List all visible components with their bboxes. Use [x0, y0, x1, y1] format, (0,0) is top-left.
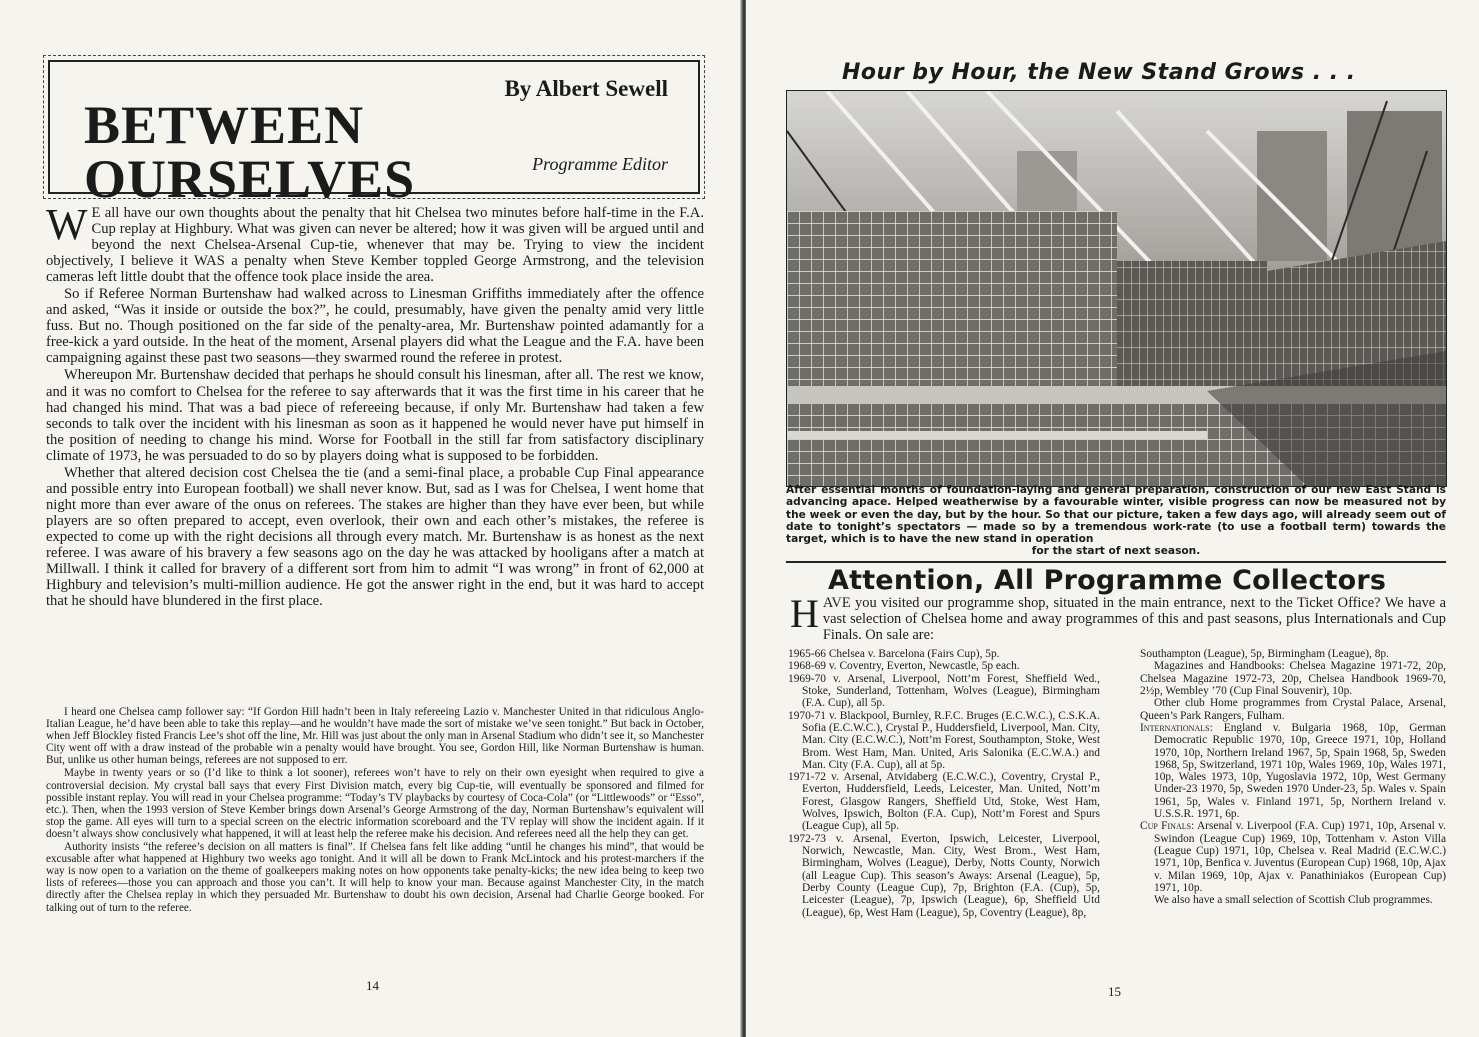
construction-photo-image	[787, 91, 1446, 486]
intro-paragraph: HAVE you visited our programme shop, situated in the main entrance, next to the Ticket Office? We have a vast selection of Chelsea home and away programmes of this and past seasons, plus Internationals and Cup Finals. On sale are:	[790, 591, 1446, 643]
list-item: Internationals: England v. Bulgaria 1968, 10p, German Democratic Republic 1970, 10p, Greece 1971, 10p, Holland 1970, 10p, Northern Ireland 1967, 5p, Spain 1968, 5p, Sweden 1968, 5p, Switzerland, 1971 10p, Wales 1969, 10p, Wales 1971, 10p, Wales 1973, 10p, Yugoslavia 1972, 10p, West Germany Under-23 1970, 5p, Sweden 1970 Under-23, 5p. Wales v. Spain 1961, 5p, Wales v. Finland 1971, 5p, Northern Ireland v. U.S.S.R. 1971, 6p.	[1140, 721, 1446, 821]
list-item: 1972-73 v. Arsenal, Everton, Ipswich, Leicester, Liverpool, Norwich, Newcastle, Man. City, West Brom., West Ham, Birmingham, Wolves (League), Derby, Notts County, Norwich (all League Cup). This season’s Aways: Arsenal (League), 5p, Derby County (League Cup), 7p, Brighton (F.A. (Cup), 5p, Leicester (League), 7p, Ipswich (League), 6p, Sheffield Utd (League), 6p, West Ham (League), 5p, Coventry (League), 8p,	[788, 832, 1100, 919]
paragraph: Authority insists “the referee’s decision on all matters is final”. If Chelsea fans felt like adding “until he changes his mind”, that would be excusable after what happened at Highbury two weeks ago tonight. And it will all be down to Frank McLintock and his protest-marchers if the way is now open to a variation on the theme of goalkeepers making notes on how opponents take penalty-kicks; the new idea being to keep two lists of referees—those you can approach and those you can’t. It will help to know your man. Because against Manchester City, in the match directly after the Chelsea replay in which they persuaded Mr. Burtenshaw to doubt his own decision, Arsenal had Charlie George booked. For talking out of turn to the referee.	[46, 841, 704, 914]
page-title: BETWEEN OURSELVES	[84, 95, 416, 209]
construction-photo	[786, 90, 1447, 487]
list-item: 1965-66 Chelsea v. Barcelona (Fairs Cup), 5p.	[788, 648, 1000, 660]
header-box	[48, 60, 700, 209]
cup-finals-label: Cup Finals:	[1140, 820, 1195, 833]
right-page	[746, 0, 1479, 1037]
caption-text: After essential months of foundation-laying and general preparation, construction of our new East Stand is advancing apace. Helped weatherwise by a favourable winter, visible progress can now be measured not by the week or even the day, but by the hour. So that our picture, taken a few days ago, will already seem out of date to tonight’s spectators — made so by a tremendous work-rate (to use a football term) towards the target, which is to have the new stand in operation	[786, 484, 1446, 546]
programme-list-column-1	[788, 648, 1100, 919]
paragraph: I heard one Chelsea camp follower say: “If Gordon Hill hadn’t been in Italy refereeing Lazio v. Manchester United in that ridiculous Anglo-Italian League, he’d have been able to take this replay—and he wouldn’t have made the sort of mistake we’ve seen tonight.” But back in October, when Jeff Blockley fisted Francis Lee’s shot off the line, Mr. Hill was just about the only man in Arsenal Stadium who didn’t see it, so Manchester City went off with a draw instead of the probable win a penalty would have brought. You see, Gordon Hill, like Norman Burtenshaw is human. But, unlike us other human beings, referees are not supposed to err.	[46, 706, 704, 767]
paragraph: W E all have our own thoughts about the penalty that hit Chelsea two minutes before half-time in the F.A. Cup replay at Highbury. What was given can never be altered; how it was given will be argued until and beyond the next Chelsea-Arsenal Cup-tie, whenever that may be. Trying to view the incident objectively, I believe it WAS a penalty when Steve Kember toppled George Armstrong, and the television cameras left little doubt that the offence took place inside the area.	[46, 200, 704, 286]
list-item: 1968-69 v. Coventry, Everton, Newcastle, 5p each.	[788, 660, 1020, 673]
article-small-print	[46, 706, 704, 915]
list-item: Other club Home programmes from Crystal Palace, Arsenal, Queen’s Park Rangers, Fulham.	[1140, 697, 1446, 722]
photo-caption	[786, 484, 1446, 558]
list-item: Cup Finals: Arsenal v. Liverpool (F.A. Cup) 1971, 10p, Arsenal v. Swindon (League Cup) 1969, 10p, Tottenham v. Aston Villa (League Cup) 1971, 10p, Chelsea v. Real Madrid (E.C.W.C.) 1971, 10p, Benfica v. Juventus (European Cup) 1968, 10p, Ajax v. Milan 1969, 10p, Ajax v. Panathiniakos (European Cup) 1971, 10p.	[1140, 820, 1446, 894]
paragraph: Whether that altered decision cost Chelsea the tie (and a semi-final place, a probable Cup Final appearance and possible entry into European football) we shall never know. But, sad as I was for Chelsea, I went home that night more than ever aware of the onus on referees. The stakes are higher than they have ever been, but while players are so often prepared to accept, even overlook, their own and each other’s mistakes, the referee is expected to come up with the right decisions all through every match. Mr. Burtenshaw is as honest as the next referee. I was aware of his bravery a few seasons ago on the day he was attacked by hooligans after a match at Millwall. I think it called for bravery of a different sort from him to admit “I was wrong” in front of 62,000 at Highbury and television’s multi-million audience. He got the answer right in the end, but it was hard to accept that he should have blundered in the first place.	[46, 464, 704, 610]
list-item: Southampton (League), 5p, Birmingham (League), 8p.	[1140, 648, 1389, 660]
list-item: 1971-72 v. Arsenal, Atvidaberg (E.C.W.C.), Coventry, Crystal P., Everton, Huddersfield, Leeds, Leicester, Man. United, Nott’m Forest, Glasgow Rangers, Sheffield Utd, Stoke, West Ham, Wolves, Ipswich, Bolton (F.A. Cup), Nott’m Forest and Spurs (League Cup), all 5p.	[788, 771, 1100, 833]
drop-cap: W	[46, 200, 88, 249]
list-item: 1969-70 v. Arsenal, Liverpool, Nott’m Forest, Sheffield Wed., Stoke, Sunderland, Tottenham, Wolves (League), Birmingham (F.A. Cup), all 5p.	[788, 672, 1100, 710]
page-number: 15	[1108, 984, 1121, 999]
section-heading: Attention, All Programme Collectors	[828, 565, 1387, 596]
article-body	[46, 200, 704, 610]
photo-headline: Hour by Hour, the New Stand Grows . . .	[842, 60, 1356, 85]
page-number: 14	[366, 978, 379, 993]
paragraph: So if Referee Norman Burtenshaw had walked across to Linesman Griffiths immediately after the offence and asked, “Was it inside or outside the box?”, he could, presumably, have given the penalty amid very little fuss. But no. Though positioned on the far side of the penalty-area, Mr. Burtenshaw pointed adamantly for a free-kick a yard outside. In the heat of the moment, Arsenal players did what the League and the F.A. have been campaigning against these past two seasons—they swarmed round the referee in protest.	[46, 286, 704, 367]
paragraph: Maybe in twenty years or so (I’d like to think a lot sooner), referees won’t have to rely on their own eyesight when required to give a controversial decision. My crystal ball says that every First Division match, every big Cup-tie, will eventually be sponsored and filmed for possible instant replay. You will read in your Chelsea programme: “Today’s TV playbacks by courtesy of Coca-Cola” (or “Littlewoods” or “Esso”, etc.). Then, when the 1993 version of Steve Kember brings down Arsenal’s George Armstrong of the day, Norman Burtenshaw’s equivalent will stop the game. All eyes will turn to a special screen on the electric information scoreboard and the TV replay will show the incident again. If it doesn’t always show conclusively what happened, it will at least help the referee make his decision. And referees need all the help they can get.	[46, 767, 704, 840]
subtitle: Programme Editor	[532, 154, 668, 174]
list-item: Magazines and Handbooks: Chelsea Magazine 1971-72, 20p, Chelsea Magazine 1972-73, 20p, Chelsea Handbook 1969-70, 2½p, Wembley ’70 (Cup Final Souvenir), 10p.	[1140, 660, 1446, 697]
caption-last-line: for the start of next season.	[1031, 545, 1201, 558]
list-item: 1970-71 v. Blackpool, Burnley, R.F.C. Bruges (E.C.W.C.), C.S.K.A. Sofia (E.C.W.C.), Crystal P., Huddersfield, Liverpool, Man. City, Man. City (E.C.W.C.), Nott’m Forest, Southampton, Stoke, West Brom. West Ham, Man. United, Aris Salonika (E.C.W.A.) and Man. City (F.A. Cup), all at 5p.	[788, 709, 1100, 771]
section-divider	[786, 561, 1446, 563]
internationals-label: Internationals:	[1140, 721, 1213, 734]
byline: By Albert Sewell	[504, 76, 668, 101]
paragraph: Whereupon Mr. Burtenshaw decided that perhaps he should consult his linesman, after all. The rest we know, and it was no comfort to Chelsea for the referee to say afterwards that it was the first time in his career that he had changed his mind. That was a bad piece of refereeing because, if only Mr. Burtenshaw had taken a few seconds to talk over the incident with his linesman as soon as it happened he would never have put himself in the position of needing to change his mind. Worse for Football in the still far from satisfactory disciplinary climate of 1973, he was persuaded to do so by players doing what is supposed to be forbidden.	[46, 367, 704, 464]
list-item: We also have a small selection of Scottish Club programmes.	[1154, 894, 1433, 907]
drop-cap: H	[790, 591, 819, 636]
programme-list-column-2	[1140, 648, 1446, 907]
